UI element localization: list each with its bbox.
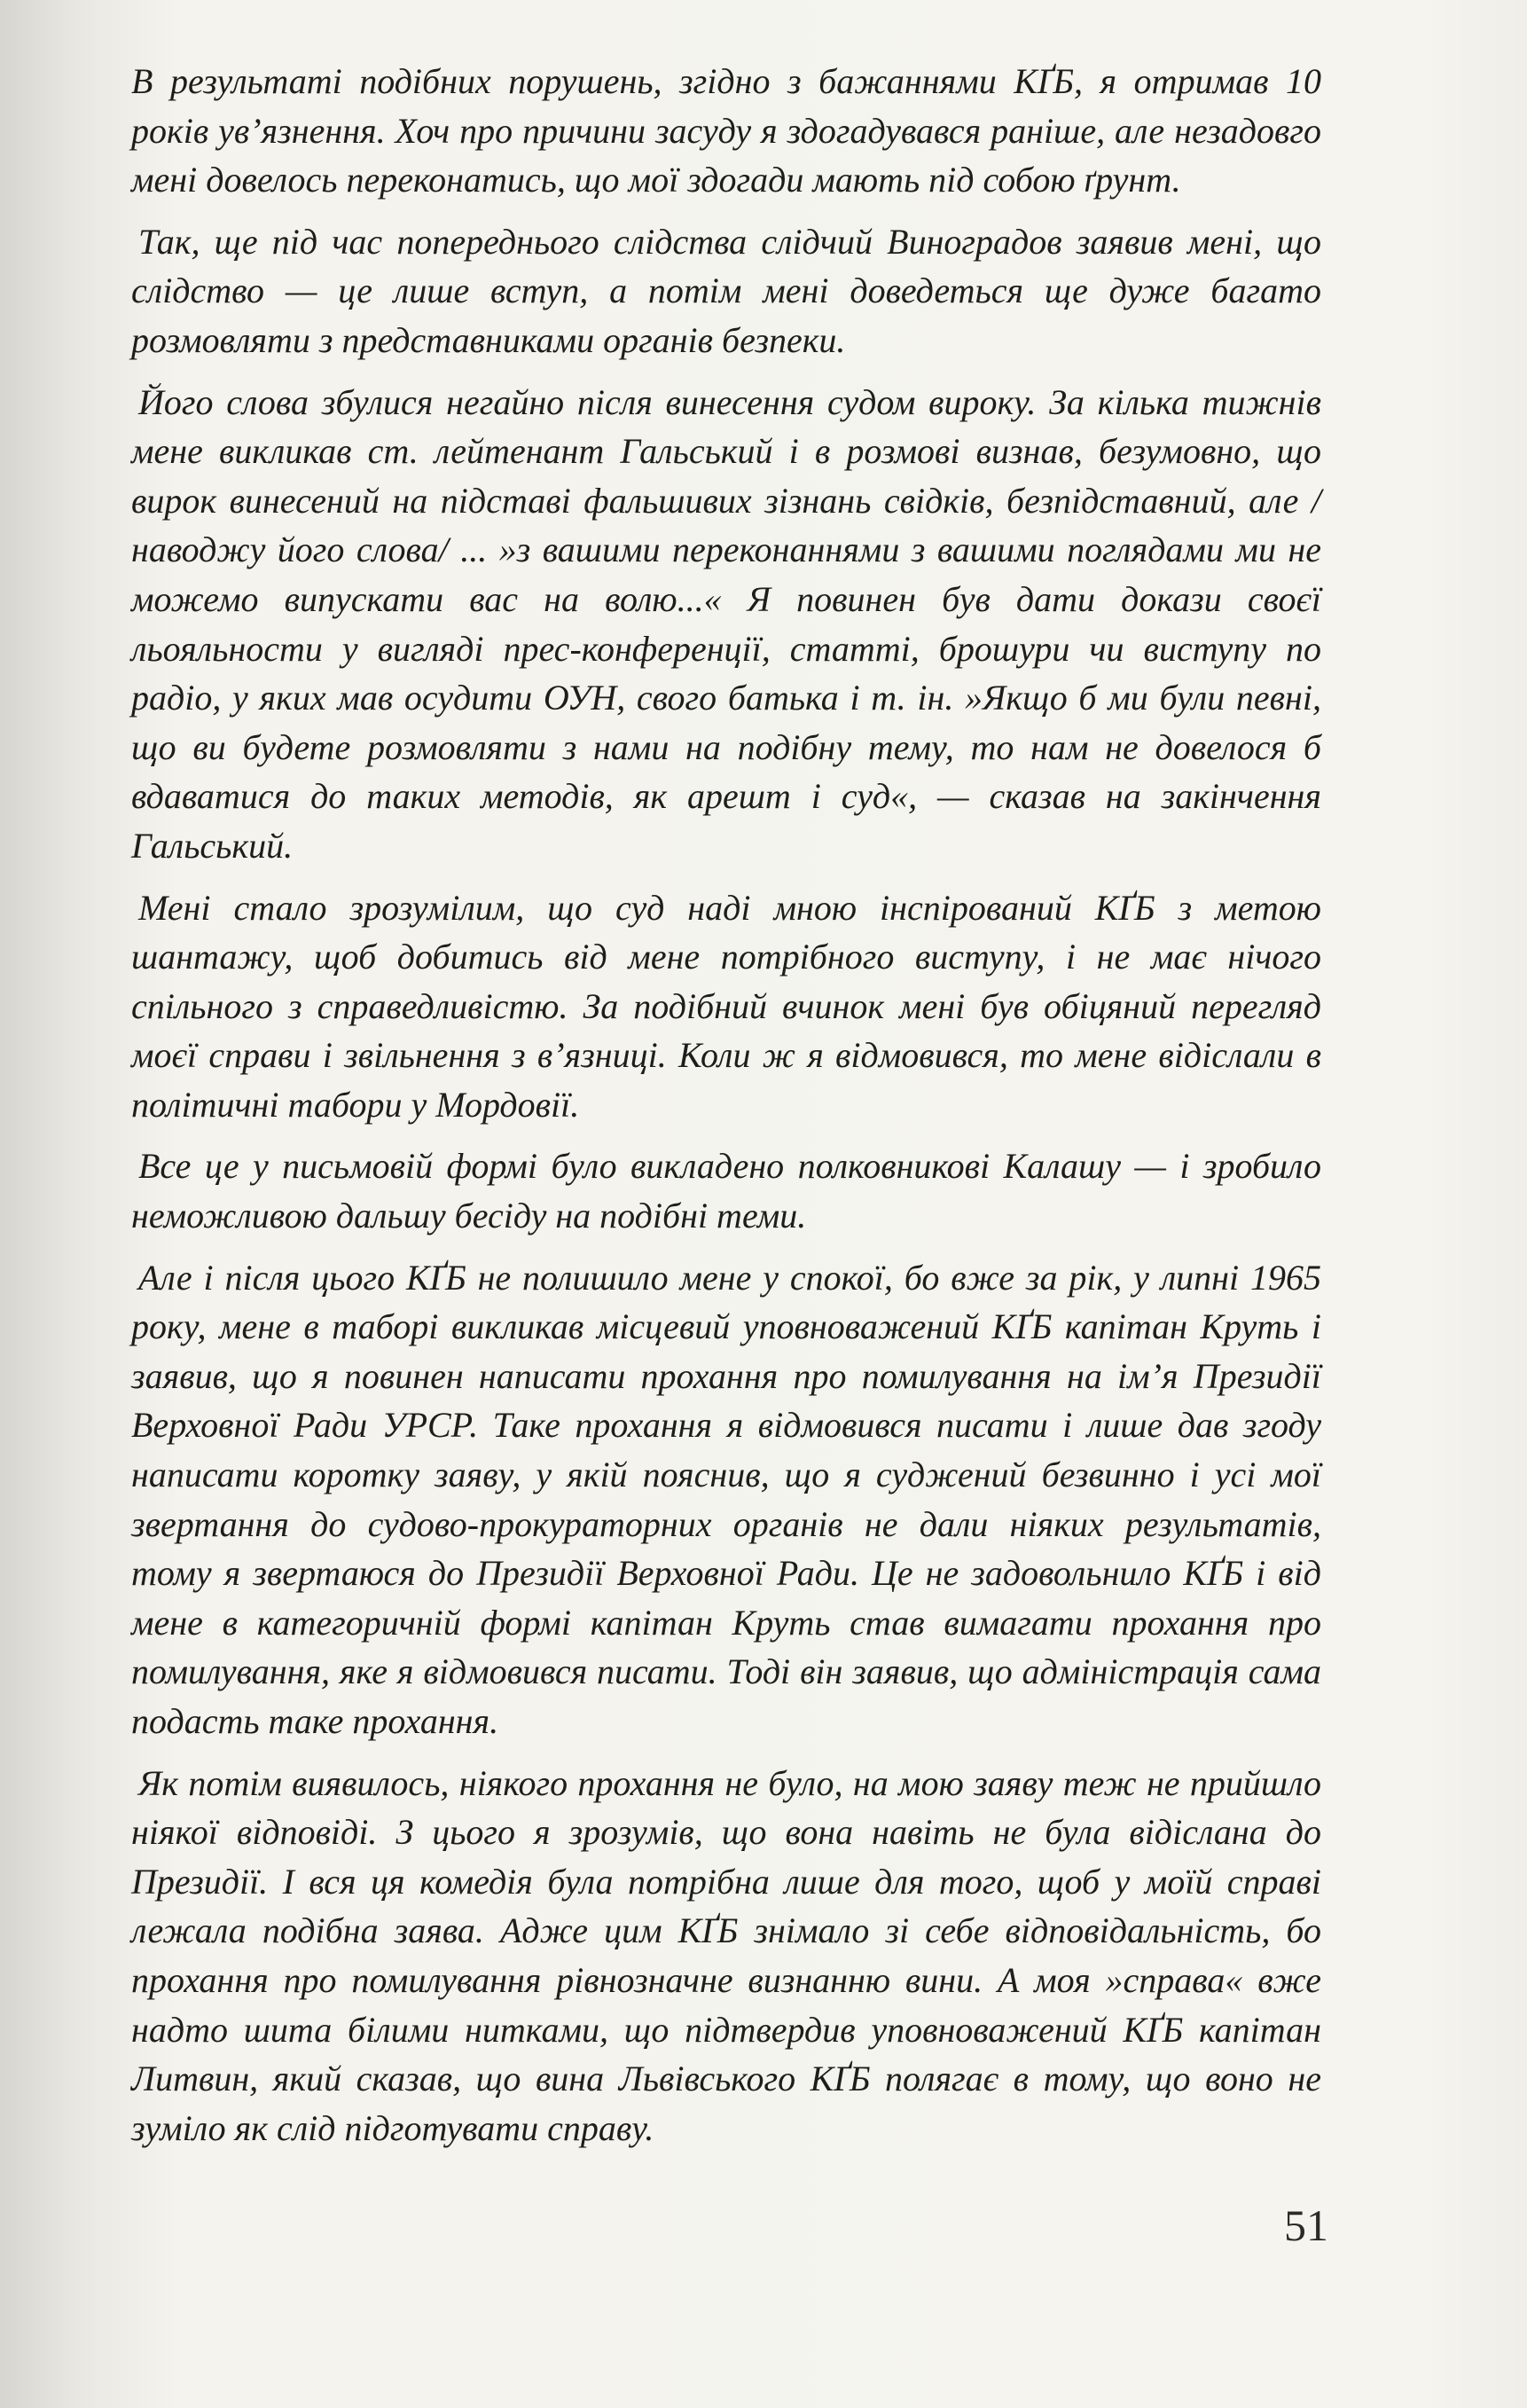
paragraph-1: В результаті подібних порушень, згідно з бажаннями КҐБ, я отримав 10 років ув’язнення. Хоч про причини засуду я здогадувався раніше, але незадовго мені довелось переконатись, що мої здогади мають під собою ґрунт. bbox=[131, 61, 1321, 200]
paragraph-4: Мені стало зрозумілим, що суд наді мною інспірований КҐБ з метою шантажу, щоб добитись від мене потрібного виступу, і не має нічого спільного з справедливістю. За подібний вчинок мені був обіцяний перегляд моєї справи і звільнення з в’язниці. Коли ж я відмовився, то мене відіслали в політичні табори у Мордовії. bbox=[131, 887, 1321, 1125]
paragraph-6: Але і після цього КҐБ не полишило мене у спокої, бо вже за рік, у липні 1965 року, мене в таборі викликав місцевий уповноважений КҐБ капітан Круть і заявив, що я повинен написати прохання про помилування на ім’я Президії Верховної Ради УРСР. Таке прохання я відмовився писати і лише дав згоду написати коротку заяву, у якій пояснив, що я суджений безвинно і усі мої звертання до судово-прокураторних органів не дали ніяких результатів, тому я звертаюся до Президії Верховної Ради. Це не задовольнило КҐБ і від мене в категоричній формі капітан Круть став вимагати прохання про помилування, яке я відмовився писати. Тоді він заявив, що адміністрація сама подасть таке прохання. bbox=[131, 1257, 1321, 1741]
page-number: 51 bbox=[1284, 2200, 1328, 2250]
paragraph-5: Все це у письмовій формі було викладено полковникові Калашу — і зробило неможливою дальшу бесіду на подібні теми. bbox=[131, 1146, 1321, 1236]
paragraph-2: Так, ще під час попереднього слідства слідчий Виноградов заявив мені, що слідство — це лише вступ, а потім мені доведеться ще дуже багато розмовляти з представниками органів безпеки. bbox=[131, 221, 1321, 360]
paragraph-7: Як потім виявилось, ніякого прохання не було, на мою заяву теж не прийшло ніякої відповіді. З цього я зрозумів, що вона навіть не була відіслана до Президії. І вся ця комедія була потрібна лише для того, щоб у моїй справі лежала подібна заява. Адже цим КҐБ знімало зі себе відповідальність, бо прохання про помилування рівнозначне визнанню вини. А моя »справа« вже надто шита білими нитками, що підтвердив уповноважений КҐБ капітан Литвин, який сказав, що вина Львівського КҐБ полягає в тому, що воно не зуміло як слід підготувати справу. bbox=[131, 1762, 1321, 2148]
body-text bbox=[131, 57, 1321, 2165]
paragraph-3: Його слова збулися негайно після винесення судом вироку. За кілька тижнів мене викликав ст. лейтенант Гальський і в розмові визнав, безумовно, що вирок винесений на підставі фальшивих зізнань свідків, безпідставний, але /наводжу його слова/ ... »з вашими переконаннями з вашими поглядами ми не можемо випускати вас на волю...« Я повинен був дати докази своєї льояльности у вигляді прес-конференції, статті, брошури чи виступу по радіо, у яких мав осудити ОУН, свого батька і т. ін. »Якщо б ми були певні, що ви будете розмовляти з нами на подібну тему, то нам не довелося б вдаватися до таких методів, як арешт і суд«, — сказав на закінчення Гальський. bbox=[131, 381, 1321, 866]
